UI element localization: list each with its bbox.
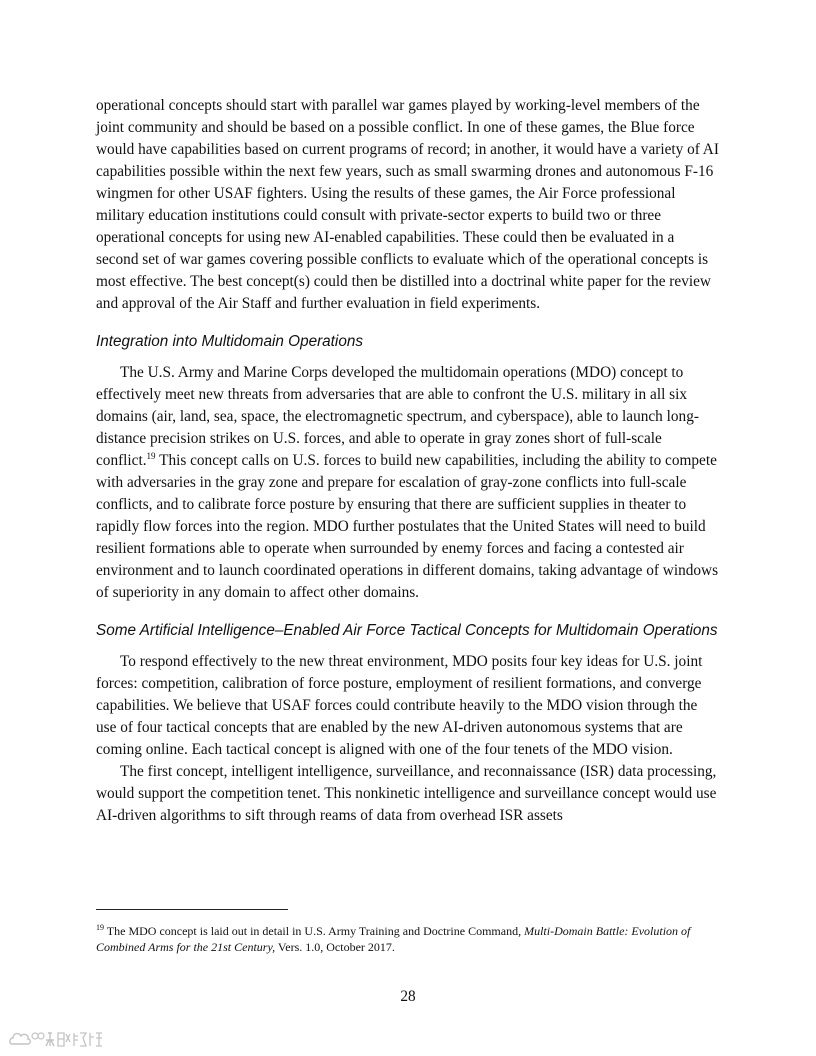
- footnote-reference[interactable]: 19: [146, 450, 156, 461]
- footnote-19: [96, 923, 720, 955]
- section-heading-tactical-concepts: Some Artificial Intelligence–Enabled Air Force Tactical Concepts for Multidomain Operations: [96, 622, 718, 639]
- paragraph-threat-environment: To respond effectively to the new threat environment, MDO posits four key ideas for U.S. joint forces: competition, calibration of force posture, employment of resilient formations, and converge capabilities. We believe that USAF forces could contribute heavily to the MDO vision through the use of four tactical concepts that are enabled by the new AI-driven autonomous systems that are coming online. Each tactical concept is aligned with one of the four tenets of the MDO vision.: [96, 653, 703, 758]
- footnote-divider: [96, 909, 288, 910]
- section-heading-integration: Integration into Multidomain Operations: [96, 333, 363, 350]
- footnote-source-title: Multi-Domain Battle: Evolution of Combined Arms for the 21st Century,: [96, 924, 691, 954]
- paragraph-mdo-concept: [96, 362, 720, 604]
- paragraph-mdo-text-1: The U.S. Army and Marine Corps developed the multidomain operations (MDO) concept to effectively meet new threats from adversaries that are able to confront the U.S. military in all six domains (air, land, sea, space, the electromagnetic spectrum, and cyberspace), able to launch long-distance precision strikes on U.S. forces, and able to operate in gray zones short of full-scale conflict.: [96, 364, 699, 469]
- footnote-number: 19: [96, 923, 104, 932]
- page-body: [96, 95, 720, 827]
- paragraph-operational-concepts: operational concepts should start with parallel war games played by working-level members of the joint community and should be based on a possible conflict. In one of these games, the Blue force would have capabilities based on current programs of record; in another, it would have a variety of AI capabilities possible within the next few years, such as small swarming drones and autonomous F-16 wingmen for other USAF fighters. Using the results of these games, the Air Force professional military education institutions could consult with private-sector experts to build two or three operational concepts for using new AI-enabled capabilities. These could then be evaluated in a second set of war games covering possible conflicts to evaluate which of the operational concepts is most effective. The best concept(s) could then be distilled into a doctrinal white paper for the review and approval of the Air Staff and further evaluation in field experiments.: [96, 97, 719, 312]
- page-number: 28: [400, 988, 416, 1005]
- footnote-text-before: The MDO concept is laid out in detail in U.S. Army Training and Doctrine Command,: [104, 924, 525, 938]
- cloud-logo-icon: [8, 1028, 104, 1050]
- paragraph-first-concept: The first concept, intelligent intelligence, surveillance, and reconnaissance (ISR) data processing, would support the competition tenet. This nonkinetic intelligence and surveillance concept would use AI-driven algorithms to sift through reams of data from overhead ISR assets: [96, 763, 717, 824]
- paragraph-mdo-text-2: This concept calls on U.S. forces to build new capabilities, including the ability to compete with adversaries in the gray zone and prepare for escalation of gray-zone conflicts into full-scale conflicts, and to calibrate force posture by ensuring that there are sufficient supplies in theater to rapidly flow forces into the region. MDO further postulates that the United States will need to build resilient formations able to operate when surrounded by enemy forces and facing a contested air environment and to launch coordinated operations in different domains, taking advantage of windows of superiority in any domain to affect other domains.: [96, 452, 719, 601]
- watermark: [8, 1028, 104, 1050]
- footnote-text-after: Vers. 1.0, October 2017.: [275, 940, 395, 954]
